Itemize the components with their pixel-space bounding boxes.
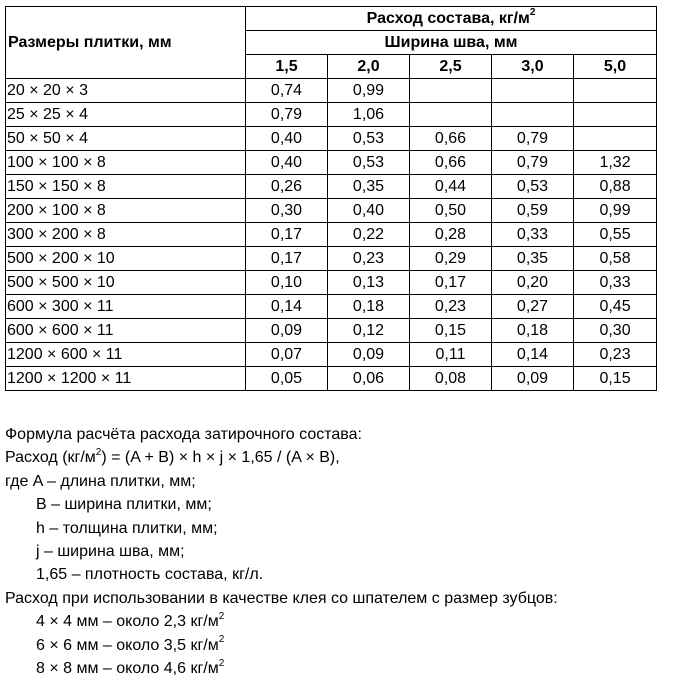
formula-sup: 2 [95,447,102,459]
consumption-value-cell: 0,17 [246,223,328,247]
consumption-value-cell: 0,15 [574,367,657,391]
table-row [6,271,657,295]
consumption-value-cell: 0,79 [246,103,328,127]
tile-size-cell: 200 × 100 × 8 [6,199,246,223]
table-row [6,223,657,247]
consumption-value-cell: 1,06 [328,103,410,127]
tile-size-cell: 1200 × 1200 × 11 [6,367,246,391]
table-row [6,367,657,391]
adhesive-item-sup: 2 [218,657,225,669]
consumption-value-cell: 0,35 [328,175,410,199]
adhesive-item-4mm [5,610,695,633]
consumption-value-cell: 0,66 [410,127,492,151]
consumption-value-cell: 0,59 [492,199,574,223]
tile-size-cell: 600 × 300 × 11 [6,295,246,319]
formula-title: Формула расчёта расхода затирочного состава: [5,426,362,443]
tile-size-header-label: Размеры плитки, мм [8,33,172,51]
tile-size-cell: 150 × 150 × 8 [6,175,246,199]
tile-size-cell: 100 × 100 × 8 [6,151,246,175]
consumption-header-label: Расход состава, кг/м [366,9,530,27]
table-row [6,247,657,271]
tile-size-cell: 50 × 50 × 4 [6,127,246,151]
definition-width: B – ширина плитки, мм; [36,496,212,514]
consumption-value-cell: 0,06 [328,367,410,391]
where-line: где A – длина плитки, мм; [5,472,196,490]
notes-section [5,423,695,680]
consumption-value-cell: 0,74 [246,79,328,103]
adhesive-item-sup: 2 [218,634,225,646]
consumption-value-cell: 0,40 [328,199,410,223]
consumption-value-cell: 0,17 [246,247,328,271]
adhesive-item-6mm [5,634,695,657]
consumption-value-cell: 0,50 [410,199,492,223]
table-row [6,127,657,151]
adhesive-item-8mm [5,657,695,680]
consumption-value-cell: 0,58 [574,247,657,271]
consumption-value-cell: 0,22 [328,223,410,247]
width-header-3: 2,5 [410,55,492,79]
tile-size-cell: 300 × 200 × 8 [6,223,246,247]
consumption-value-cell [492,79,574,103]
consumption-value-cell: 0,05 [246,367,328,391]
joint-width-header [246,31,657,55]
tile-size-cell: 20 × 20 × 3 [6,79,246,103]
consumption-value-cell: 0,35 [492,247,574,271]
consumption-value-cell: 0,18 [492,319,574,343]
table-row [6,295,657,319]
consumption-value-cell: 0,88 [574,175,657,199]
tile-size-cell: 600 × 600 × 11 [6,319,246,343]
consumption-value-cell: 0,99 [328,79,410,103]
tile-size-cell: 500 × 500 × 10 [6,271,246,295]
table-row [6,151,657,175]
consumption-value-cell: 0,23 [574,343,657,367]
consumption-value-cell: 0,30 [246,199,328,223]
tile-size-header [6,7,246,79]
adhesive-item-sup: 2 [218,610,225,622]
definition-density: 1,65 – плотность состава, кг/л. [36,566,264,584]
consumption-value-cell: 0,40 [246,127,328,151]
consumption-value-cell: 0,09 [328,343,410,367]
consumption-value-cell: 0,40 [246,151,328,175]
width-header-5: 5,0 [574,55,657,79]
consumption-value-cell: 0,09 [492,367,574,391]
consumption-value-cell: 0,20 [492,271,574,295]
consumption-value-cell [492,103,574,127]
consumption-value-cell: 0,27 [492,295,574,319]
table-row [6,319,657,343]
consumption-value-cell: 0,13 [328,271,410,295]
consumption-value-cell: 0,08 [410,367,492,391]
consumption-value-cell: 0,23 [410,295,492,319]
consumption-value-cell: 0,15 [410,319,492,343]
consumption-header [246,7,657,31]
adhesive-item-text: 4 × 4 мм – около 2,3 кг/м [36,613,219,631]
table-row [6,79,657,103]
consumption-value-cell: 0,29 [410,247,492,271]
consumption-value-cell: 0,30 [574,319,657,343]
consumption-value-cell: 1,32 [574,151,657,175]
consumption-value-cell: 0,12 [328,319,410,343]
consumption-value-cell: 0,45 [574,295,657,319]
consumption-value-cell: 0,79 [492,127,574,151]
consumption-value-cell: 0,17 [410,271,492,295]
adhesive-item-text: 8 × 8 мм – около 4,6 кг/м [36,659,219,677]
consumption-value-cell [574,127,657,151]
table-row [6,103,657,127]
consumption-value-cell: 0,28 [410,223,492,247]
width-header-4: 3,0 [492,55,574,79]
consumption-value-cell: 0,14 [246,295,328,319]
consumption-header-sup: 2 [529,7,536,19]
consumption-value-cell: 0,53 [492,175,574,199]
consumption-value-cell: 0,26 [246,175,328,199]
definition-thickness: h – толщина плитки, мм; [36,519,218,537]
table-row [6,343,657,367]
consumption-value-cell: 0,53 [328,151,410,175]
consumption-value-cell: 0,55 [574,223,657,247]
consumption-value-cell: 0,09 [246,319,328,343]
consumption-value-cell: 0,11 [410,343,492,367]
table-row [6,175,657,199]
consumption-value-cell [410,79,492,103]
tile-size-cell: 500 × 200 × 10 [6,247,246,271]
adhesive-item-text: 6 × 6 мм – около 3,5 кг/м [36,636,219,654]
consumption-value-cell: 0,79 [492,151,574,175]
tile-size-cell: 25 × 25 × 4 [6,103,246,127]
consumption-value-cell: 0,14 [492,343,574,367]
adhesive-title: Расход при использовании в качестве клея со шпателем с размер зубцов: [5,589,558,607]
consumption-value-cell: 0,07 [246,343,328,367]
formula-line [5,446,695,469]
consumption-value-cell: 0,23 [328,247,410,271]
consumption-value-cell: 0,44 [410,175,492,199]
formula-pre: Расход (кг/м [5,449,96,467]
consumption-value-cell: 0,10 [246,271,328,295]
consumption-value-cell [410,103,492,127]
width-header-2: 2,0 [328,55,410,79]
consumption-value-cell [574,103,657,127]
consumption-value-cell: 0,18 [328,295,410,319]
definition-joint: j – ширина шва, мм; [36,542,185,560]
consumption-value-cell: 0,53 [328,127,410,151]
consumption-value-cell: 0,33 [492,223,574,247]
consumption-value-cell [574,79,657,103]
consumption-value-cell: 0,66 [410,151,492,175]
consumption-table [5,6,657,391]
consumption-value-cell: 0,99 [574,199,657,223]
formula-post: ) = (A + B) × h × j × 1,65 / (A × B), [101,449,340,467]
tile-size-cell: 1200 × 600 × 11 [6,343,246,367]
width-header-1: 1,5 [246,55,328,79]
table-body [6,79,657,391]
joint-width-header-label: Ширина шва, мм [384,33,518,51]
table-row [6,199,657,223]
consumption-value-cell: 0,33 [574,271,657,295]
